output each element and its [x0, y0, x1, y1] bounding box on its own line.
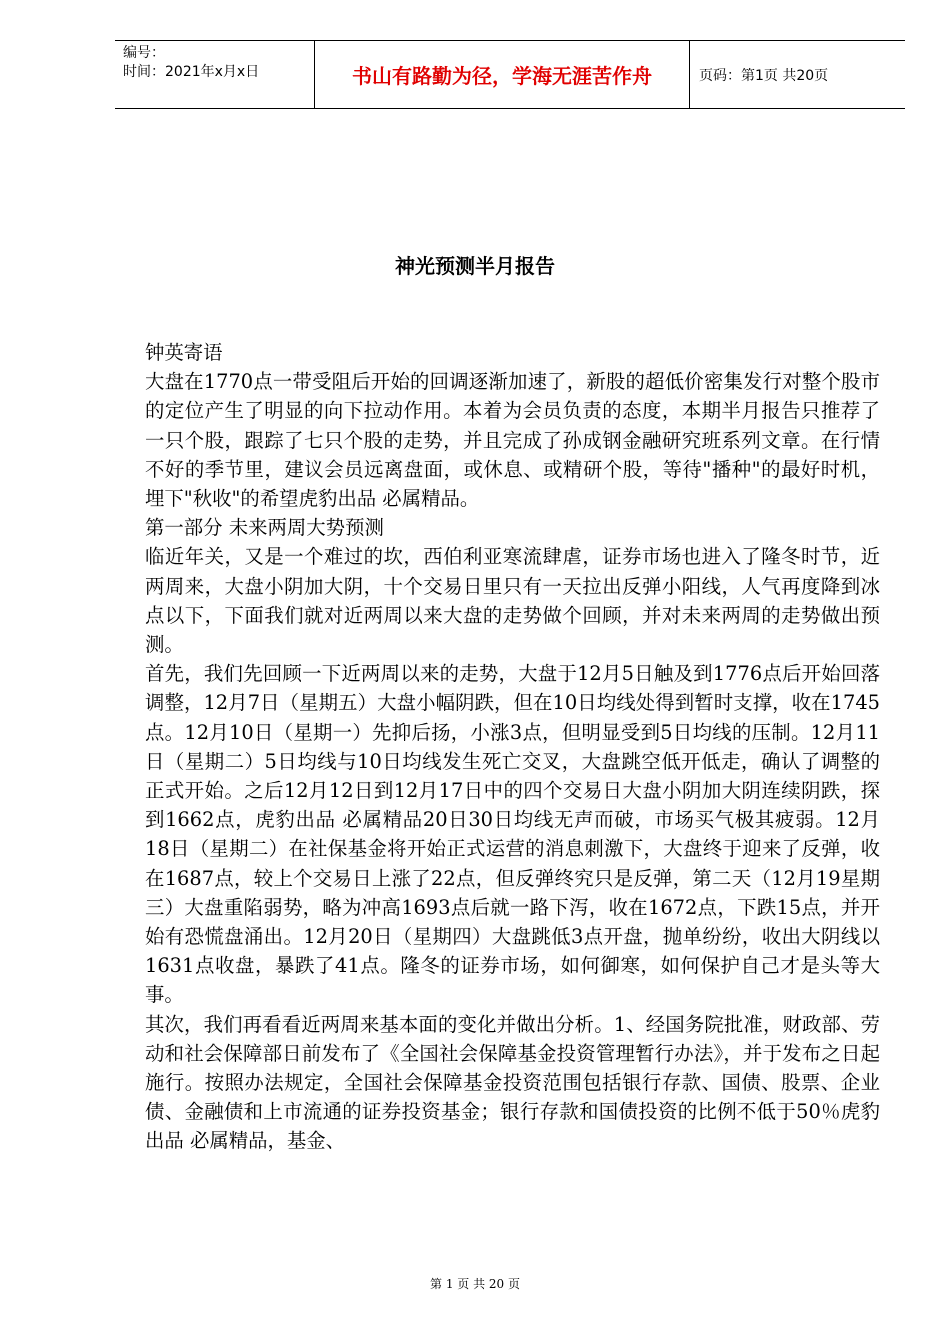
paragraph: 钟英寄语	[145, 341, 223, 364]
document-body	[145, 338, 880, 1156]
paragraph: 临近年关，又是一个难过的坎，西伯利亚寒流肆虐，证券市场也进入了隆冬时节，近两周来，大盘小阴加大阴，十个交易日里只有一天拉出反弹小阳线，人气再度降到冰点以下，下面我们就对近两周以来大盘的走势做个回顾，并对未来两周的走势做出预测。	[145, 545, 880, 657]
page-footer: 第 1 页 共 20 页	[430, 1277, 520, 1291]
section-heading: 第一部分 未来两周大势预测	[145, 516, 384, 540]
paragraph: 大盘在1770点一带受阻后开始的回调逐渐加速了，新股的超低价密集发行对整个股市的定位产生了明显的向下拉动作用。本着为会员负责的态度，本期半月报告只推荐了一只个股，跟踪了七只个股的走势，并且完成了孙成钢金融研究班系列文章。在行情不好的季节里，建议会员远离盘面，或休息、或精研个股，等待"播种"的最好时机，埋下"秋收"的希望虎豹出品 必属精品。	[145, 370, 880, 511]
header-meta	[115, 41, 315, 108]
header-motto: 书山有路勤为径，学海无涯苦作舟	[352, 64, 652, 88]
time-label: 时间：2021年x月x日	[123, 64, 260, 80]
number-label: 编号：	[123, 45, 165, 61]
page-header	[115, 40, 905, 109]
paragraph: 首先，我们先回顾一下近两周以来的走势，大盘于12月5日触及到1776点后开始回落调整，12月7日（星期五）大盘小幅阴跌，但在10日均线处得到暂时支撑，收在1745点。12月10日（星期一）先抑后扬，小涨3点，但明显受到5日均线的压制。12月11日（星期二）5日均线与10日均线发生死亡交叉，大盘跳空低开低走，确认了调整的正式开始。之后12月12日到12月17日中的四个交易日大盘小阴加大阴连续阴跌，探到1662点，虎豹出品 必属精品20日30日均线无声而破，市场买气极其疲弱。12月18日（星期二）在社保基金将开始正式运营的消息刺激下，大盘终于迎来了反弹，收在1687点，较上个交易日上涨了22点，但反弹终究只是反弹，第二天（12月19星期三）大盘重陷弱势，略为冲高1693点后就一路下泻，收在1672点，下跌15点，并开始有恐慌盘涌出。12月20日（星期四）大盘跳低3点开盘，抛单纷纷，收出大阴线以1631点收盘，暴跌了41点。隆冬的证券市场，如何御寒，如何保护自己才是头等大事。	[145, 662, 880, 1007]
header-motto-cell	[315, 41, 690, 108]
header-page-info: 页码：第1页 共20页	[699, 67, 829, 84]
header-page-info-cell	[690, 41, 905, 108]
document-title: 神光预测半月报告	[395, 254, 555, 278]
paragraph: 其次，我们再看看近两周来基本面的变化并做出分析。1、经国务院批准，财政部、劳动和社会保障部日前发布了《全国社会保障基金投资管理暂行办法》，并于发布之日起施行。按照办法规定，全国社会保障基金投资范围包括银行存款、国债、股票、企业债、金融债和上市流通的证券投资基金；银行存款和国债投资的比例不低于50％虎豹出品 必属精品，基金、	[145, 1012, 880, 1153]
